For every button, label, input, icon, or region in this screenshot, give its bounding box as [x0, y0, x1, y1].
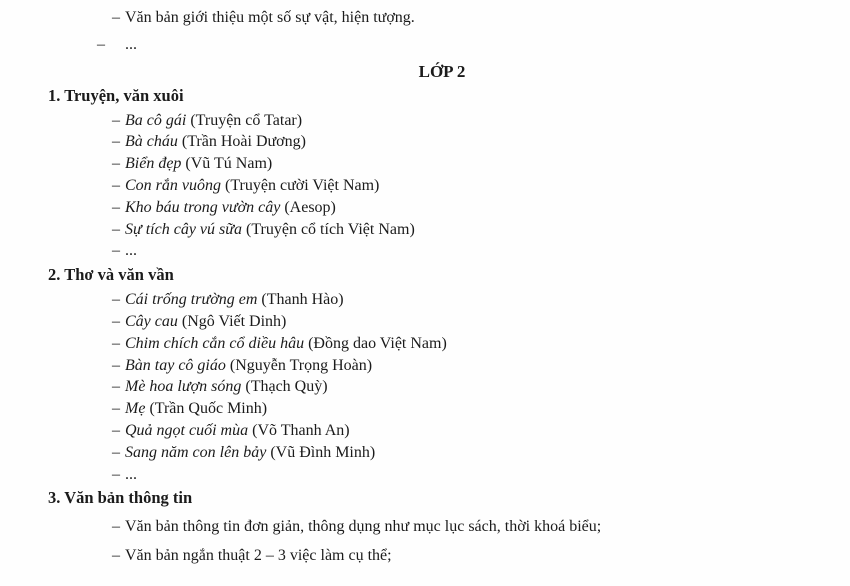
list-item [0, 175, 850, 197]
dash-marker: – [112, 220, 120, 238]
list-item [0, 442, 850, 464]
work-title: Mè hoa lượn sóng [125, 378, 242, 396]
dash-marker: – [112, 176, 120, 194]
list-item-ellipsis [0, 240, 850, 262]
dash-marker: – [112, 198, 120, 216]
list-item [0, 376, 850, 398]
work-author: (Thạch Quỳ) [245, 378, 328, 396]
work-title: Quả ngọt cuối mùa [125, 421, 249, 439]
list-item [0, 420, 850, 442]
work-title: Con rắn vuông [125, 176, 221, 194]
work-author: (Đồng dao Việt Nam) [308, 334, 447, 352]
list-item [0, 289, 850, 311]
list-item [0, 7, 850, 29]
work-author: (Thanh Hào) [261, 291, 344, 309]
work-title: Mẹ [125, 400, 146, 418]
dash-marker: – [112, 547, 120, 565]
work-author: (Vũ Tú Nam) [185, 155, 273, 173]
section-title: 3. Văn bản thông tin [48, 488, 193, 508]
list-item [0, 153, 850, 175]
work-title: Sự tích cây vú sữa [125, 220, 242, 238]
list-item [0, 516, 850, 538]
section-tho-va-van-van [0, 264, 850, 485]
work-author: (Vũ Đình Minh) [270, 443, 376, 461]
list-item [0, 333, 850, 355]
dash-marker: – [112, 400, 120, 418]
item-text: ... [125, 35, 137, 53]
work-title: Chim chích cắn cổ diều hâu [125, 334, 305, 352]
dash-marker: – [112, 291, 120, 309]
dash-marker: – [112, 465, 120, 483]
dash-marker: – [112, 133, 120, 151]
work-author: (Võ Thanh An) [252, 421, 350, 439]
section-item-list [0, 110, 850, 263]
item-text: Văn bản thông tin đơn giản, thông dụng như mục lục sách, thời khoá biểu; [125, 518, 602, 536]
item-text: ... [125, 465, 137, 483]
work-author: (Truyện cười Việt Nam) [225, 176, 380, 194]
item-text: ... [125, 242, 137, 260]
section-item-list [0, 289, 850, 485]
work-title: Biển đẹp [125, 155, 182, 173]
dash-marker: – [112, 155, 120, 173]
work-author: (Truyện cổ tích Việt Nam) [245, 220, 415, 238]
work-title: Sang năm con lên bảy [125, 443, 267, 461]
dash-marker: – [112, 378, 120, 396]
work-author: (Truyện cổ Tatar) [190, 111, 303, 129]
list-item [0, 131, 850, 153]
list-item-ellipsis [0, 34, 850, 56]
list-item [0, 110, 850, 132]
dash-marker: – [112, 421, 120, 439]
work-author: (Trần Quốc Minh) [149, 400, 268, 418]
dash-marker: – [112, 356, 120, 374]
section-van-ban-thong-tin [0, 487, 850, 567]
item-text: Văn bản giới thiệu một số sự vật, hiện tượng. [125, 9, 415, 26]
intro-list [0, 7, 850, 56]
dash-marker: – [112, 443, 120, 461]
item-text: Văn bản ngắn thuật 2 – 3 việc làm cụ thể; [125, 547, 392, 565]
section-item-list [0, 516, 850, 567]
section-title: 2. Thơ và văn vần [48, 265, 174, 285]
work-title: Bàn tay cô giáo [125, 356, 226, 374]
section-truyen-van-xuoi [0, 85, 850, 263]
list-item [0, 197, 850, 219]
dash-marker: – [112, 111, 120, 129]
dash-marker: – [112, 9, 120, 26]
grade-heading: LỚP 2 [418, 61, 466, 81]
list-item [0, 398, 850, 420]
work-author: (Aesop) [284, 198, 336, 216]
dash-marker: – [112, 312, 120, 330]
work-title: Cây cau [125, 312, 178, 330]
dash-marker: – [112, 334, 120, 352]
dash-marker: – [97, 35, 105, 53]
list-item [0, 219, 850, 241]
work-author: (Trần Hoài Dương) [181, 133, 306, 151]
list-item [0, 355, 850, 377]
work-author: (Ngô Viết Dinh) [181, 312, 287, 330]
work-title: Cái trống trường em [125, 291, 258, 309]
section-title: 1. Truyện, văn xuôi [48, 85, 184, 105]
dash-marker: – [112, 518, 120, 536]
list-item [0, 545, 850, 567]
list-item-ellipsis [0, 464, 850, 486]
work-title: Ba cô gái [125, 111, 187, 129]
work-author: (Nguyễn Trọng Hoàn) [229, 356, 373, 374]
work-title: Bà cháu [125, 133, 178, 151]
dash-marker: – [112, 242, 120, 260]
list-item [0, 311, 850, 333]
work-title: Kho báu trong vườn cây [125, 198, 281, 216]
